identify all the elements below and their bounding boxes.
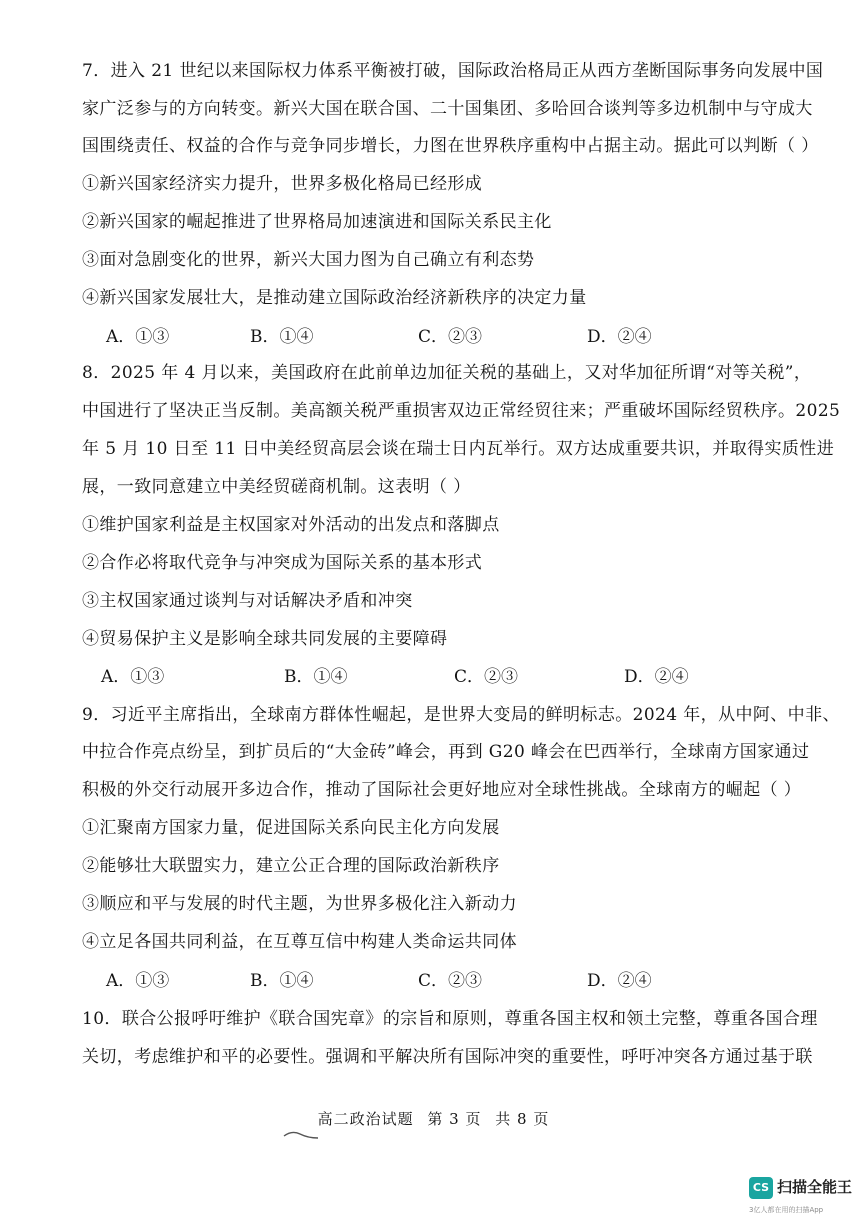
- question-7-option-a: A．①③: [106, 327, 170, 347]
- question-10-line-2: 关切，考虑维护和平的必要性。强调和平解决所有国际冲突的重要性，呼吁冲突各方通过基于联: [82, 1047, 813, 1067]
- question-9-statement-3: ③顺应和平与发展的时代主题，为世界多极化注入新动力: [82, 894, 517, 914]
- question-9-statement-1: ①汇聚南方国家力量，促进国际关系向民主化方向发展: [82, 818, 500, 838]
- scanner-watermark: [749, 1175, 859, 1225]
- question-9-option-a: A．①③: [106, 971, 170, 991]
- question-7-statement-2: ②新兴国家的崛起推进了世界格局加速演进和国际关系民主化: [82, 212, 552, 232]
- question-7-statement-4: ④新兴国家发展壮大，是推动建立国际政治经济新秩序的决定力量: [82, 288, 587, 308]
- question-8-statement-1: ①维护国家利益是主权国家对外活动的出发点和落脚点: [82, 515, 500, 535]
- scanner-logo-icon: CS: [749, 1177, 773, 1199]
- question-8-option-a: A．①③: [101, 667, 165, 687]
- question-8-statement-2: ②合作必将取代竞争与冲突成为国际关系的基本形式: [82, 553, 483, 573]
- question-7-option-b: B．①④: [250, 327, 314, 347]
- question-9-statement-4: ④立足各国共同利益，在互尊互信中构建人类命运共同体: [82, 932, 517, 952]
- question-8-option-b: B．①④: [284, 667, 348, 687]
- question-9-line-1: 9．习近平主席指出，全球南方群体性崛起，是世界大变局的鲜明标志。2024 年，从中阿、中非、: [82, 705, 840, 725]
- page-footer: [0, 1108, 867, 1129]
- footer-subject: 高二政治试题: [317, 1110, 414, 1128]
- question-9-option-b: B．①④: [250, 971, 314, 991]
- question-9-line-2: 中拉合作亮点纷呈，到扩员后的“大金砖”峰会，再到 G20 峰会在巴西举行，全球南方国家通过: [82, 742, 810, 762]
- scanner-app-name: 扫描全能王: [777, 1178, 853, 1196]
- footer-total-pages: 共 8 页: [495, 1110, 550, 1128]
- question-9-option-d: D．②④: [587, 971, 652, 991]
- pen-scribble-mark: [282, 1128, 322, 1144]
- question-9-line-3: 积极的外交行动展开多边合作，推动了国际社会更好地应对全球性挑战。全球南方的崛起（ ）: [82, 780, 802, 800]
- question-8-line-2: 中国进行了坚决正当反制。美高额关税严重损害双边正常经贸往来；严重破坏国际经贸秩序。2025: [82, 401, 841, 421]
- question-8-statement-3: ③主权国家通过谈判与对话解决矛盾和冲突: [82, 591, 413, 611]
- question-7-option-d: D．②④: [587, 327, 652, 347]
- question-8-line-3: 年 5 月 10 日至 11 日中美经贸高层会谈在瑞士日内瓦举行。双方达成重要共识，并取得实质性进: [82, 439, 835, 459]
- question-7-option-c: C．②③: [418, 327, 483, 347]
- question-7-statement-3: ③面对急剧变化的世界，新兴大国力图为自己确立有利态势: [82, 250, 535, 270]
- question-9-option-c: C．②③: [418, 971, 483, 991]
- question-7-line-3: 国围绕责任、权益的合作与竞争同步增长，力图在世界秩序重构中占据主动。据此可以判断（ ）: [82, 136, 819, 156]
- question-8-option-d: D．②④: [624, 667, 689, 687]
- question-7-line-2: 家广泛参与的方向转变。新兴大国在联合国、二十国集团、多哈回合谈判等多边机制中与守成大: [82, 99, 813, 119]
- question-7-line-1: 7．进入 21 世纪以来国际权力体系平衡被打破，国际政治格局正从西方垄断国际事务向发展中国: [82, 61, 824, 81]
- footer-page-number: 第 3 页: [427, 1110, 482, 1128]
- question-8-line-4: 展，一致同意建立中美经贸磋商机制。这表明（ ）: [82, 477, 471, 497]
- question-8-option-c: C．②③: [454, 667, 519, 687]
- question-7-statement-1: ①新兴国家经济实力提升，世界多极化格局已经形成: [82, 174, 483, 194]
- question-9-statement-2: ②能够壮大联盟实力，建立公正合理的国际政治新秩序: [82, 856, 500, 876]
- scanner-app-tagline: 3亿人都在用的扫描App: [749, 1206, 824, 1214]
- question-8-statement-4: ④贸易保护主义是影响全球共同发展的主要障碍: [82, 629, 448, 649]
- question-8-line-1: 8．2025 年 4 月以来，美国政府在此前单边加征关税的基础上，又对华加征所谓“对等关税”，: [82, 363, 812, 383]
- question-10-line-1: 10．联合公报呼吁维护《联合国宪章》的宗旨和原则，尊重各国主权和领土完整，尊重各国合理: [82, 1009, 818, 1029]
